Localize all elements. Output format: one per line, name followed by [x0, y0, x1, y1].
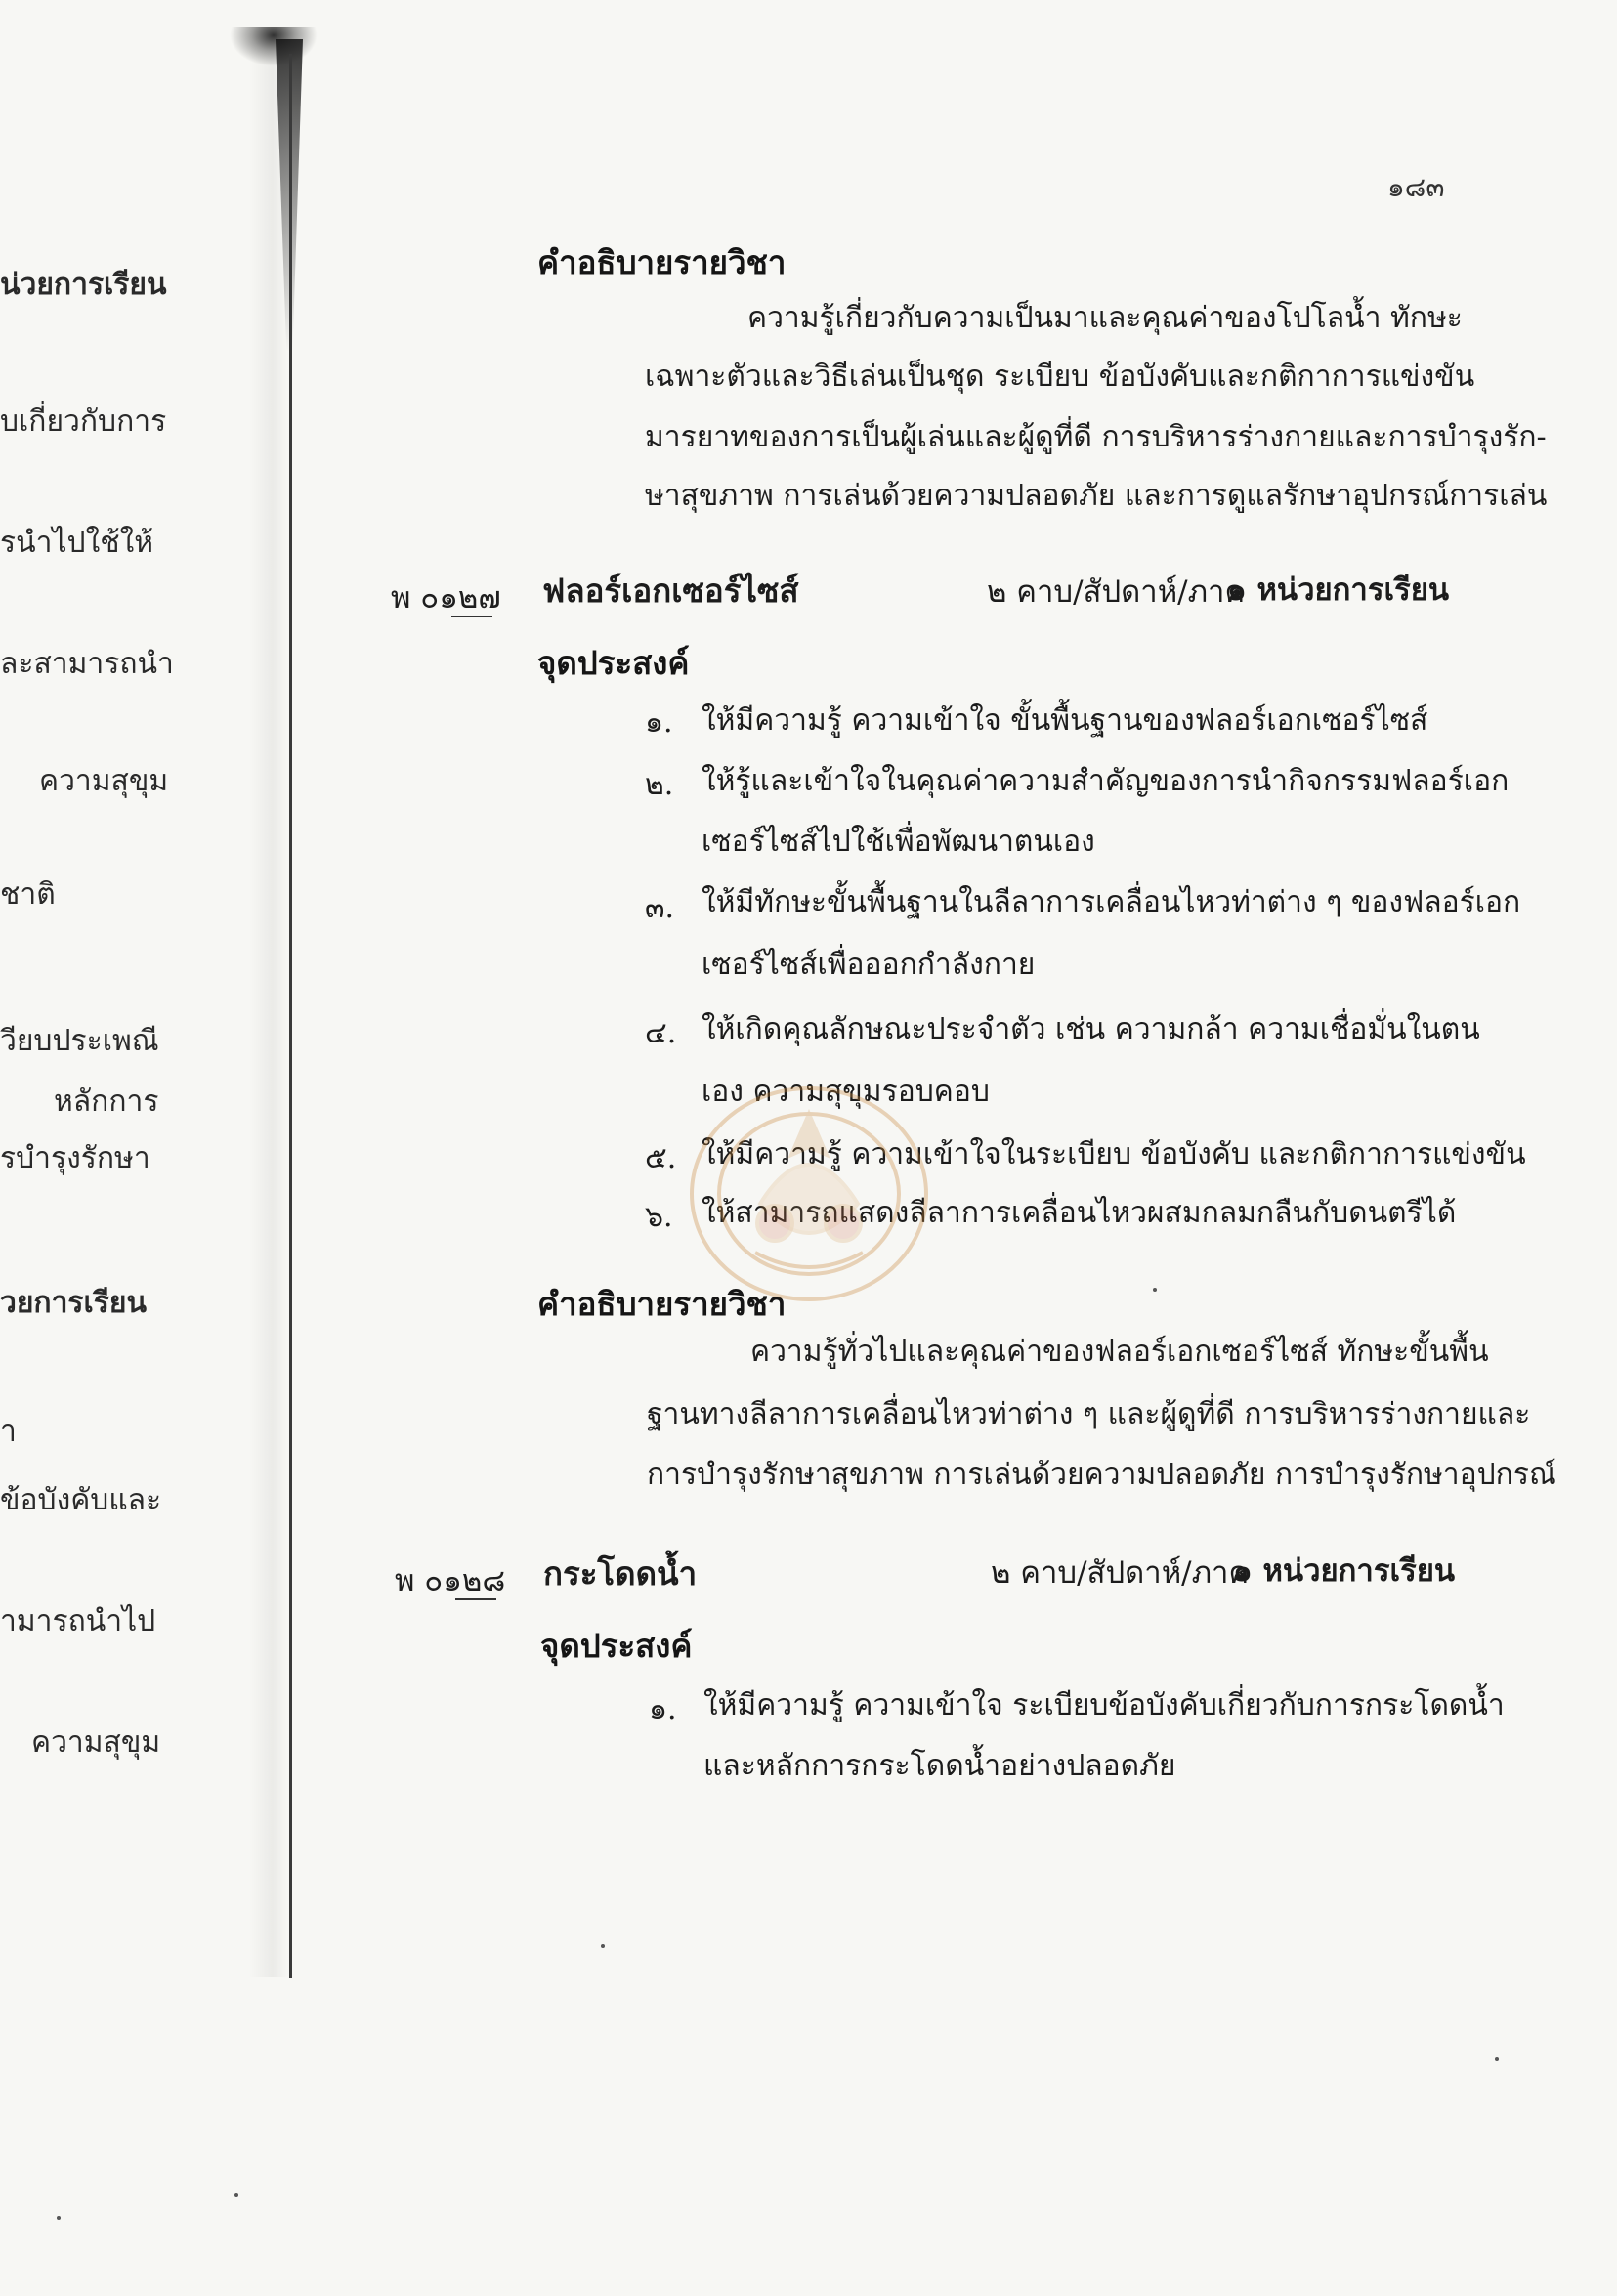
course-code-underline	[455, 1598, 496, 1600]
speck	[1153, 1288, 1157, 1292]
objective-number: ๓.	[645, 891, 675, 925]
left-fragment: ่วยการเรียน	[0, 1286, 147, 1320]
objective-number: ๑.	[649, 1692, 677, 1726]
objectives-heading: จุดประสงค์	[537, 644, 690, 682]
objective-text: และหลักการกระโดดน้ำอย่างปลอดภัย	[703, 1749, 1176, 1783]
speck	[234, 2193, 238, 2197]
course-code: พ ๐๑๒๗	[391, 580, 501, 616]
objective-text: ให้สามารถแสดงลีลาการเคลื่อนไหวผสมกลมกลืนกับดนตรีได้	[702, 1196, 1457, 1230]
course-code: พ ๐๑๒๘	[395, 1563, 506, 1598]
course-name: กระโดดน้ำ	[543, 1554, 698, 1593]
objective-number: ๕.	[645, 1141, 677, 1175]
description-heading: คำอธิบายรายวิชา	[537, 1285, 787, 1323]
speck	[57, 2216, 61, 2220]
paragraph-line: ฐานทางลีลาการเคลื่อนไหวท่าต่าง ๆ และผู้ดูที่ดี การบริหารร่างกายและ	[647, 1397, 1531, 1431]
objective-text: ให้มีความรู้ ความเข้าใจในระเบียบ ข้อบังคับ และกติกาการแข่งขัน	[702, 1137, 1526, 1171]
objective-text: ให้มีความรู้ ความเข้าใจ ขั้นพื้นฐานของฟลอร์เอกเซอร์ไซส์	[702, 703, 1428, 738]
paragraph-line: ความรู้เกี่ยวกับความเป็นมาและคุณค่าของโปโลน้ำ ทักษะ	[747, 301, 1463, 335]
left-fragment: ข้อบังคับและ	[0, 1483, 162, 1517]
course-name: ฟลอร์เอกเซอร์ไซส์	[542, 572, 799, 610]
course-credits-text: ๑ หน่วยการเรียน	[1233, 1553, 1456, 1589]
objective-text: ให้มีทักษะขั้นพื้นฐานในลีลาการเคลื่อนไหวท่าต่าง ๆ ของฟลอร์เอก	[702, 885, 1521, 919]
objective-number: ๑.	[645, 705, 673, 740]
binding-top-shadow	[230, 27, 318, 66]
course-credits	[1233, 1546, 1455, 1594]
course-hours: ๒ คาบ/สัปดาห์/ภาค	[991, 1555, 1250, 1591]
left-fragment: น่วยการเรียน	[0, 268, 167, 302]
left-fragment: หลักการ	[54, 1084, 159, 1119]
objective-number: ๔.	[645, 1016, 677, 1050]
objectives-heading: จุดประสงค์	[540, 1627, 693, 1665]
left-fragment: ละสามารถนำ	[0, 647, 174, 681]
course-credits-text: ๑ หน่วยการเรียน	[1227, 573, 1450, 608]
speck	[601, 1944, 605, 1948]
left-fragment: วียบประเพณี	[0, 1024, 159, 1058]
left-fragment: ความสุขุม	[31, 1725, 161, 1760]
government-seal-watermark-icon	[662, 1057, 956, 1321]
left-fragment: รนำไปใช้ให้	[0, 526, 154, 560]
left-fragment: ่า	[0, 1415, 17, 1449]
paragraph-line: การบำรุงรักษาสุขภาพ การเล่นด้วยความปลอดภัย การบำรุงรักษาอุปกรณ์	[647, 1458, 1556, 1492]
speck	[1495, 2057, 1499, 2061]
page-number: ๑๘๓	[1387, 171, 1445, 203]
course-hours: ๒ คาบ/สัปดาห์/ภาค	[987, 574, 1246, 610]
objective-text: ให้เกิดคุณลักษณะประจำตัว เช่น ความกล้า ความเชื่อมั่นในตน	[702, 1012, 1480, 1046]
objective-text: เซอร์ไซส์เพื่อออกกำลังกาย	[702, 948, 1036, 982]
binding-shadow	[249, 27, 288, 1977]
left-fragment: บเกี่ยวกับการ	[0, 404, 167, 439]
left-fragment: ชาติ	[0, 877, 56, 912]
objective-number: ๒.	[645, 768, 674, 802]
paragraph-line: เฉพาะตัวและวิธีเล่นเป็นชุด ระเบียบ ข้อบังคับและกติกาการแข่งขัน	[645, 360, 1475, 394]
left-fragment: รบำรุงรักษา	[0, 1141, 150, 1175]
objective-number: ๖.	[645, 1200, 673, 1234]
paragraph-line: ษาสุขภาพ การเล่นด้วยความปลอดภัย และการดูแลรักษาอุปกรณ์การเล่น	[645, 479, 1548, 513]
course-code-underline	[451, 616, 492, 617]
binding-line	[289, 54, 292, 1978]
course-credits	[1227, 565, 1449, 614]
objective-text: เอง ความสุขุมรอบคอบ	[702, 1075, 990, 1109]
objective-text: ให้มีความรู้ ความเข้าใจ ระเบียบข้อบังคับเกี่ยวกับการกระโดดน้ำ	[703, 1688, 1505, 1722]
paragraph-line: มารยาทของการเป็นผู้เล่นและผู้ดูที่ดี การบริหารร่างกายและการบำรุงรัก-	[645, 420, 1547, 454]
paragraph-line: ความรู้ทั่วไปและคุณค่าของฟลอร์เอกเซอร์ไซส์ ทักษะขั้นพื้น	[750, 1335, 1489, 1369]
objective-text: เซอร์ไซส์ไปใช้เพื่อพัฒนาตนเอง	[702, 825, 1095, 859]
left-fragment: ามารถนำไป	[0, 1604, 156, 1638]
left-fragment: ความสุขุม	[39, 764, 169, 798]
section-heading: คำอธิบายรายวิชา	[537, 243, 787, 281]
objective-text: ให้รู้และเข้าใจในคุณค่าความสำคัญของการนำกิจกรรมฟลอร์เอก	[702, 764, 1510, 798]
